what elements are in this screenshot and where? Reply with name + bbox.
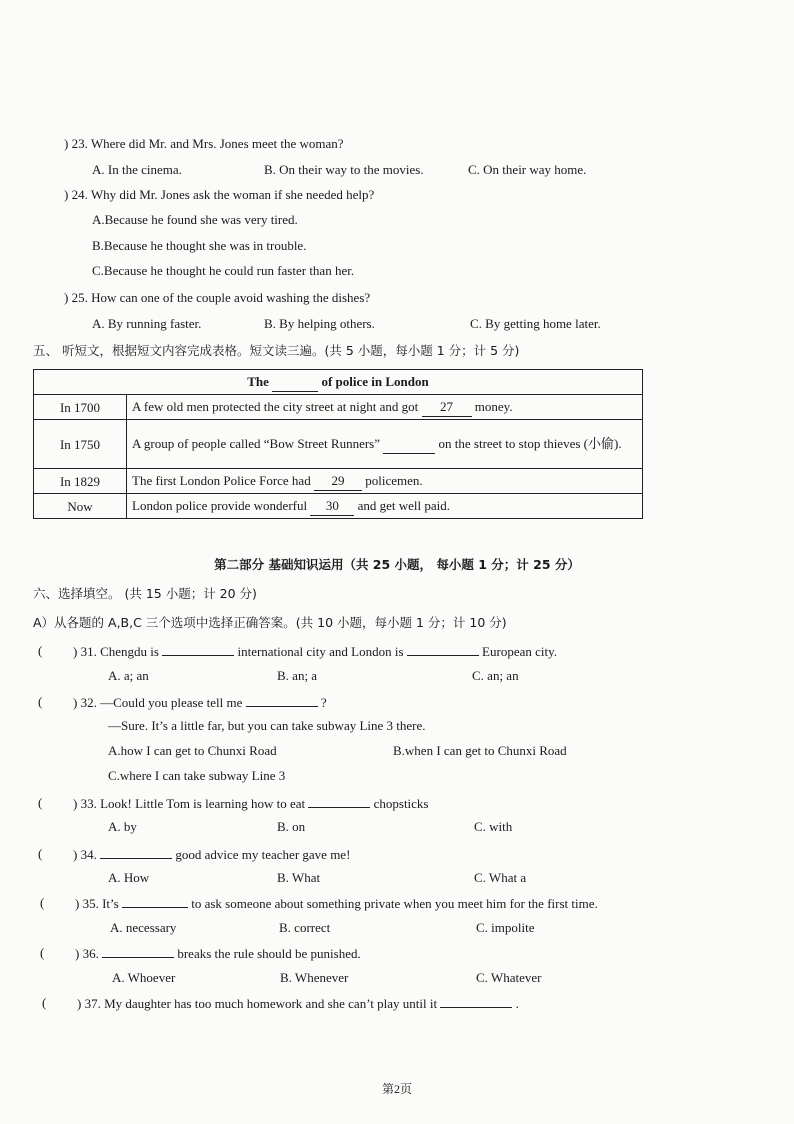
question-number: ) 25. (64, 290, 88, 305)
q35-option-b: B. correct (279, 920, 331, 935)
section-6-heading: 六、选择填空。 (共 15 小题；计 20 分) (33, 586, 257, 601)
q33-paren[interactable]: ( (38, 795, 43, 810)
answer-blank[interactable] (102, 945, 174, 958)
q37-paren[interactable]: ( (42, 995, 47, 1010)
answer-blank[interactable] (122, 895, 188, 908)
q35-option-a: A. necessary (110, 920, 177, 935)
q36-option-b: B. Whenever (280, 970, 349, 985)
question-33: ) 33. Look! Little Tom is learning how to eat chopsticks (73, 796, 429, 811)
table-row (34, 395, 643, 420)
q23-option-c: C. On their way home. (468, 162, 587, 177)
year-cell: In 1829 (34, 469, 127, 494)
q31-option-b: B. an; a (277, 668, 318, 683)
answer-blank[interactable] (100, 846, 172, 859)
year-cell: In 1700 (34, 395, 127, 420)
page-number: 第2页 (381, 1082, 412, 1096)
q36-option-a: A. Whoever (112, 970, 176, 985)
listening-table (33, 369, 643, 519)
q24-option-b: B.Because he thought she was in trouble. (92, 238, 307, 253)
q32-option-a: A.how I can get to Chunxi Road (108, 743, 277, 758)
section-6a-instruction: A）从各题的 A,B,C 三个选项中选择正确答案。(共 10 小题，每小题 1 分；计 10 分) (33, 615, 507, 630)
q36-paren[interactable]: ( (40, 945, 45, 960)
q34-option-b: B. What (277, 870, 321, 885)
q32-option-b: B.when I can get to Chunxi Road (393, 743, 567, 758)
q33-option-c: C. with (474, 819, 513, 834)
q25-option-b: B. By helping others. (264, 316, 375, 331)
q25-option-c: C. By getting home later. (470, 316, 601, 331)
year-cell: In 1750 (34, 420, 127, 469)
content-cell: A few old men protected the city street at night and got 27 money. (127, 395, 643, 420)
answer-blank-30[interactable]: 30 (310, 496, 354, 516)
question-text: Why did Mr. Jones ask the woman if she needed help? (90, 187, 375, 202)
q33-option-a: A. by (108, 819, 137, 834)
question-24 (64, 187, 374, 203)
q31-paren[interactable]: ( (38, 643, 43, 658)
q34-option-c: C. What a (474, 870, 527, 885)
question-35: ) 35. It’s to ask someone about something private when you meet him for the first time. (75, 896, 598, 911)
q36-option-c: C. Whatever (476, 970, 542, 985)
q34-paren[interactable]: ( (38, 846, 43, 861)
question-37: ) 37. My daughter has too much homework and she can’t play until it . (77, 996, 519, 1011)
q35-option-c: C. impolite (476, 920, 535, 935)
table-row (34, 420, 643, 469)
q31-option-a: A. a; an (108, 668, 149, 683)
content-cell: The first London Police Force had 29 policemen. (127, 469, 643, 494)
answer-blank[interactable] (162, 643, 234, 656)
answer-blank[interactable] (246, 694, 318, 707)
q25-option-a: A. By running faster. (92, 316, 202, 331)
table-row (34, 469, 643, 494)
answer-blank-27[interactable]: 27 (422, 397, 472, 417)
answer-blank-26[interactable] (272, 372, 318, 392)
q32-reply: —Sure. It’s a little far, but you can take subway Line 3 there. (108, 718, 426, 733)
answer-blank[interactable] (440, 995, 512, 1008)
question-36: ) 36. breaks the rule should be punished. (75, 946, 361, 961)
answer-blank[interactable] (308, 795, 370, 808)
question-number: ) 24. (64, 187, 88, 202)
question-34: ) 34. good advice my teacher gave me! (73, 847, 351, 862)
q32-paren[interactable]: ( (38, 694, 43, 709)
table-title: The of police in London (34, 370, 643, 395)
q33-option-b: B. on (277, 819, 306, 834)
question-25 (64, 290, 370, 306)
content-cell: London police provide wonderful 30 and get well paid. (127, 494, 643, 519)
section-5-heading: 五、 听短文，根据短文内容完成表格。短文读三遍。(共 5 小题，每小题 1 分；计 5 分) (33, 343, 520, 358)
question-23 (64, 136, 344, 152)
table-row (34, 494, 643, 519)
answer-blank[interactable] (407, 643, 479, 656)
q32-option-c: C.where I can take subway Line 3 (108, 768, 286, 783)
q24-option-a: A.Because he found she was very tired. (92, 212, 298, 227)
q35-paren[interactable]: ( (40, 895, 45, 910)
q31-option-c: C. an; an (472, 668, 519, 683)
question-text: Where did Mr. and Mrs. Jones meet the woman? (90, 136, 344, 151)
question-32: ) 32. —Could you please tell me ? (73, 695, 327, 710)
q23-option-a: A. In the cinema. (92, 162, 182, 177)
q23-option-b: B. On their way to the movies. (264, 162, 424, 177)
question-text: How can one of the couple avoid washing the dishes? (91, 290, 371, 305)
q34-option-a: A. How (108, 870, 150, 885)
answer-blank-28[interactable] (383, 434, 435, 454)
question-number: ) 23. (64, 136, 88, 151)
content-cell: A group of people called “Bow Street Runners” on the street to stop thieves (小偷). (127, 420, 643, 469)
q24-option-c: C.Because he thought he could run faster than her. (92, 263, 355, 278)
question-31: ) 31. Chengdu is international city and London is European city. (73, 644, 558, 659)
answer-blank-29[interactable]: 29 (314, 471, 362, 491)
year-cell: Now (34, 494, 127, 519)
part-2-heading: 第二部分 基础知识运用（共 25 小题， 每小题 1 分；计 25 分） (214, 557, 580, 572)
